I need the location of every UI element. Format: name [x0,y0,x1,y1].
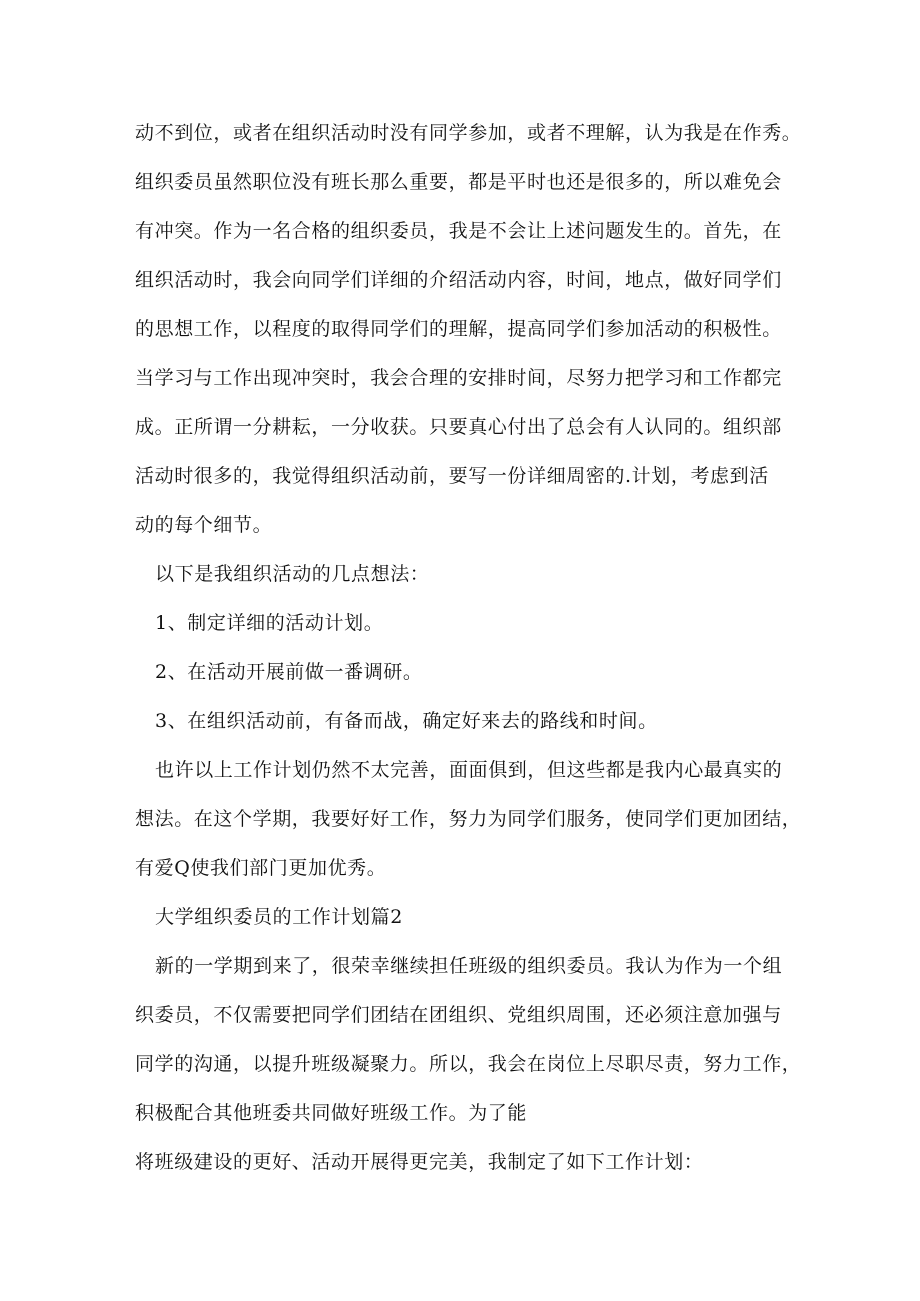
text-line-18: 新的一学期到来了，很荣幸继续担任班级的组织委员。我认为作为一个组 [155,955,783,977]
text-line-7: 成。正所谓一分耕耘，一分收获。只要真心付出了总会有人认同的。组织部 [135,416,782,438]
text-line-10: 以下是我组织活动的几点想法： [155,563,430,585]
text-line-16: 有爱Q使我们部门更加优秀。 [135,857,387,879]
text-line-3: 有冲突。作为一名合格的组织委员，我是不会让上述问题发生的。首先，在 [135,220,782,242]
text-line-21: 积极配合其他班委共同做好班级工作。为了能 [135,1102,528,1124]
text-line-1: 动不到位，或者在组织活动时没有同学参加，或者不理解，认为我是在作秀。 [135,122,802,144]
text-line-6: 当学习与工作出现冲突时，我会合理的安排时间，尽努力把学习和工作都完 [135,367,782,389]
text-line-15: 想法。在这个学期，我要好好工作，努力为同学们服务，使同学们更加团结， [135,808,802,830]
text-line-19: 织委员，不仅需要把同学们团结在团组织、党组织周围，还必须注意加强与 [135,1004,782,1026]
text-line-8: 活动时很多的，我觉得组织活动前，要写一份详细周密的.计划，考虑到活 [135,465,769,487]
list-item-1: 1、制定详细的活动计划。 [155,612,384,634]
text-line-20: 同学的沟通，以提升班级凝聚力。所以，我会在岗位上尽职尽责，努力工作， [135,1053,802,1075]
text-line-2: 组织委员虽然职位没有班长那么重要，都是平时也还是很多的，所以难免会 [135,171,782,193]
list-item-3: 3、在组织活动前，有备而战，确定好来去的路线和时间。 [155,710,658,732]
text-line-9: 动的每个细节。 [135,514,273,536]
text-line-5: 的思想工作，以程度的取得同学们的理解，提高同学们参加活动的积极性。 [135,318,782,340]
section-heading: 大学组织委员的工作计划篇2 [155,906,403,928]
text-line-22: 将班级建设的更好、活动开展得更完美，我制定了如下工作计划： [135,1151,704,1173]
list-item-2: 2、在活动开展前做一番调研。 [155,661,423,683]
text-line-14: 也许以上工作计划仍然不太完善，面面俱到，但这些都是我内心最真实的 [155,759,783,781]
text-line-4: 组织活动时，我会向同学们详细的介绍活动内容，时间，地点，做好同学们 [135,269,782,291]
